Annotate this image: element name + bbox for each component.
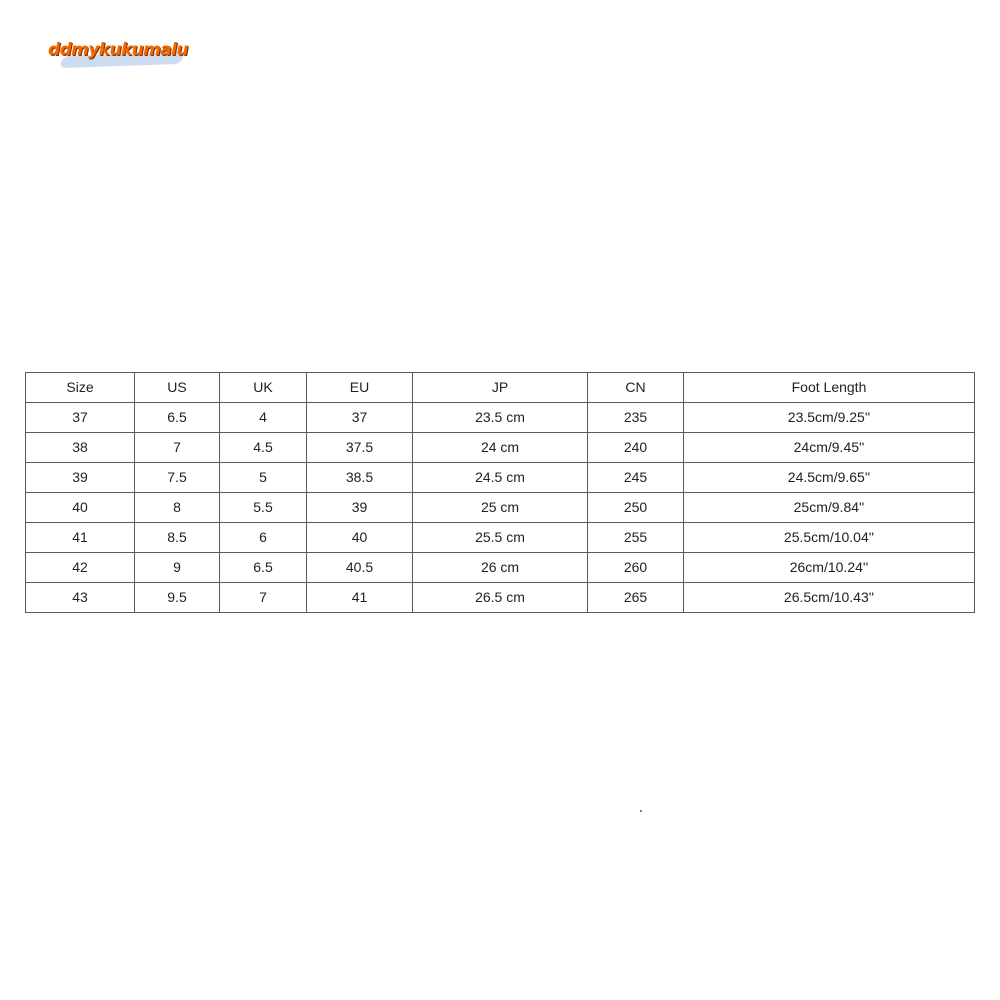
cell-cn: 245 [588, 463, 684, 493]
cell-us: 9.5 [135, 583, 220, 613]
table-row [26, 433, 975, 463]
cell-eu: 40.5 [307, 553, 413, 583]
table-row [26, 583, 975, 613]
cell-size: 43 [26, 583, 135, 613]
cell-uk: 7 [220, 583, 307, 613]
cell-jp: 24.5 cm [413, 463, 588, 493]
cell-uk: 6 [220, 523, 307, 553]
header-jp: JP [413, 373, 588, 403]
cell-size: 41 [26, 523, 135, 553]
cell-eu: 40 [307, 523, 413, 553]
cell-uk: 5.5 [220, 493, 307, 523]
cell-cn: 265 [588, 583, 684, 613]
cell-uk: 5 [220, 463, 307, 493]
cell-us: 7.5 [135, 463, 220, 493]
cell-foot-length: 26.5cm/10.43'' [684, 583, 975, 613]
cell-uk: 4 [220, 403, 307, 433]
cell-jp: 23.5 cm [413, 403, 588, 433]
stray-dot [640, 810, 642, 812]
cell-jp: 26 cm [413, 553, 588, 583]
cell-us: 9 [135, 553, 220, 583]
table-row [26, 553, 975, 583]
cell-eu: 38.5 [307, 463, 413, 493]
cell-cn: 235 [588, 403, 684, 433]
cell-us: 8 [135, 493, 220, 523]
cell-eu: 39 [307, 493, 413, 523]
cell-us: 7 [135, 433, 220, 463]
cell-foot-length: 24.5cm/9.65'' [684, 463, 975, 493]
table-row [26, 463, 975, 493]
cell-eu: 37 [307, 403, 413, 433]
cell-size: 40 [26, 493, 135, 523]
cell-foot-length: 23.5cm/9.25'' [684, 403, 975, 433]
cell-jp: 26.5 cm [413, 583, 588, 613]
header-cn: CN [588, 373, 684, 403]
header-foot-length: Foot Length [684, 373, 975, 403]
table-row [26, 523, 975, 553]
cell-cn: 260 [588, 553, 684, 583]
cell-us: 6.5 [135, 403, 220, 433]
header-size: Size [26, 373, 135, 403]
cell-foot-length: 25.5cm/10.04'' [684, 523, 975, 553]
cell-jp: 24 cm [413, 433, 588, 463]
cell-size: 37 [26, 403, 135, 433]
cell-us: 8.5 [135, 523, 220, 553]
cell-cn: 255 [588, 523, 684, 553]
cell-eu: 37.5 [307, 433, 413, 463]
header-us: US [135, 373, 220, 403]
table-row [26, 493, 975, 523]
cell-size: 42 [26, 553, 135, 583]
cell-size: 38 [26, 433, 135, 463]
cell-uk: 4.5 [220, 433, 307, 463]
cell-foot-length: 26cm/10.24'' [684, 553, 975, 583]
logo-text: ddmykukumalu [48, 40, 188, 60]
table-row [26, 403, 975, 433]
brand-logo [48, 38, 188, 72]
cell-jp: 25.5 cm [413, 523, 588, 553]
header-eu: EU [307, 373, 413, 403]
cell-foot-length: 24cm/9.45'' [684, 433, 975, 463]
header-row [26, 373, 975, 403]
cell-cn: 250 [588, 493, 684, 523]
size-chart-table [25, 372, 975, 613]
cell-uk: 6.5 [220, 553, 307, 583]
cell-eu: 41 [307, 583, 413, 613]
header-uk: UK [220, 373, 307, 403]
cell-cn: 240 [588, 433, 684, 463]
cell-jp: 25 cm [413, 493, 588, 523]
cell-foot-length: 25cm/9.84'' [684, 493, 975, 523]
cell-size: 39 [26, 463, 135, 493]
